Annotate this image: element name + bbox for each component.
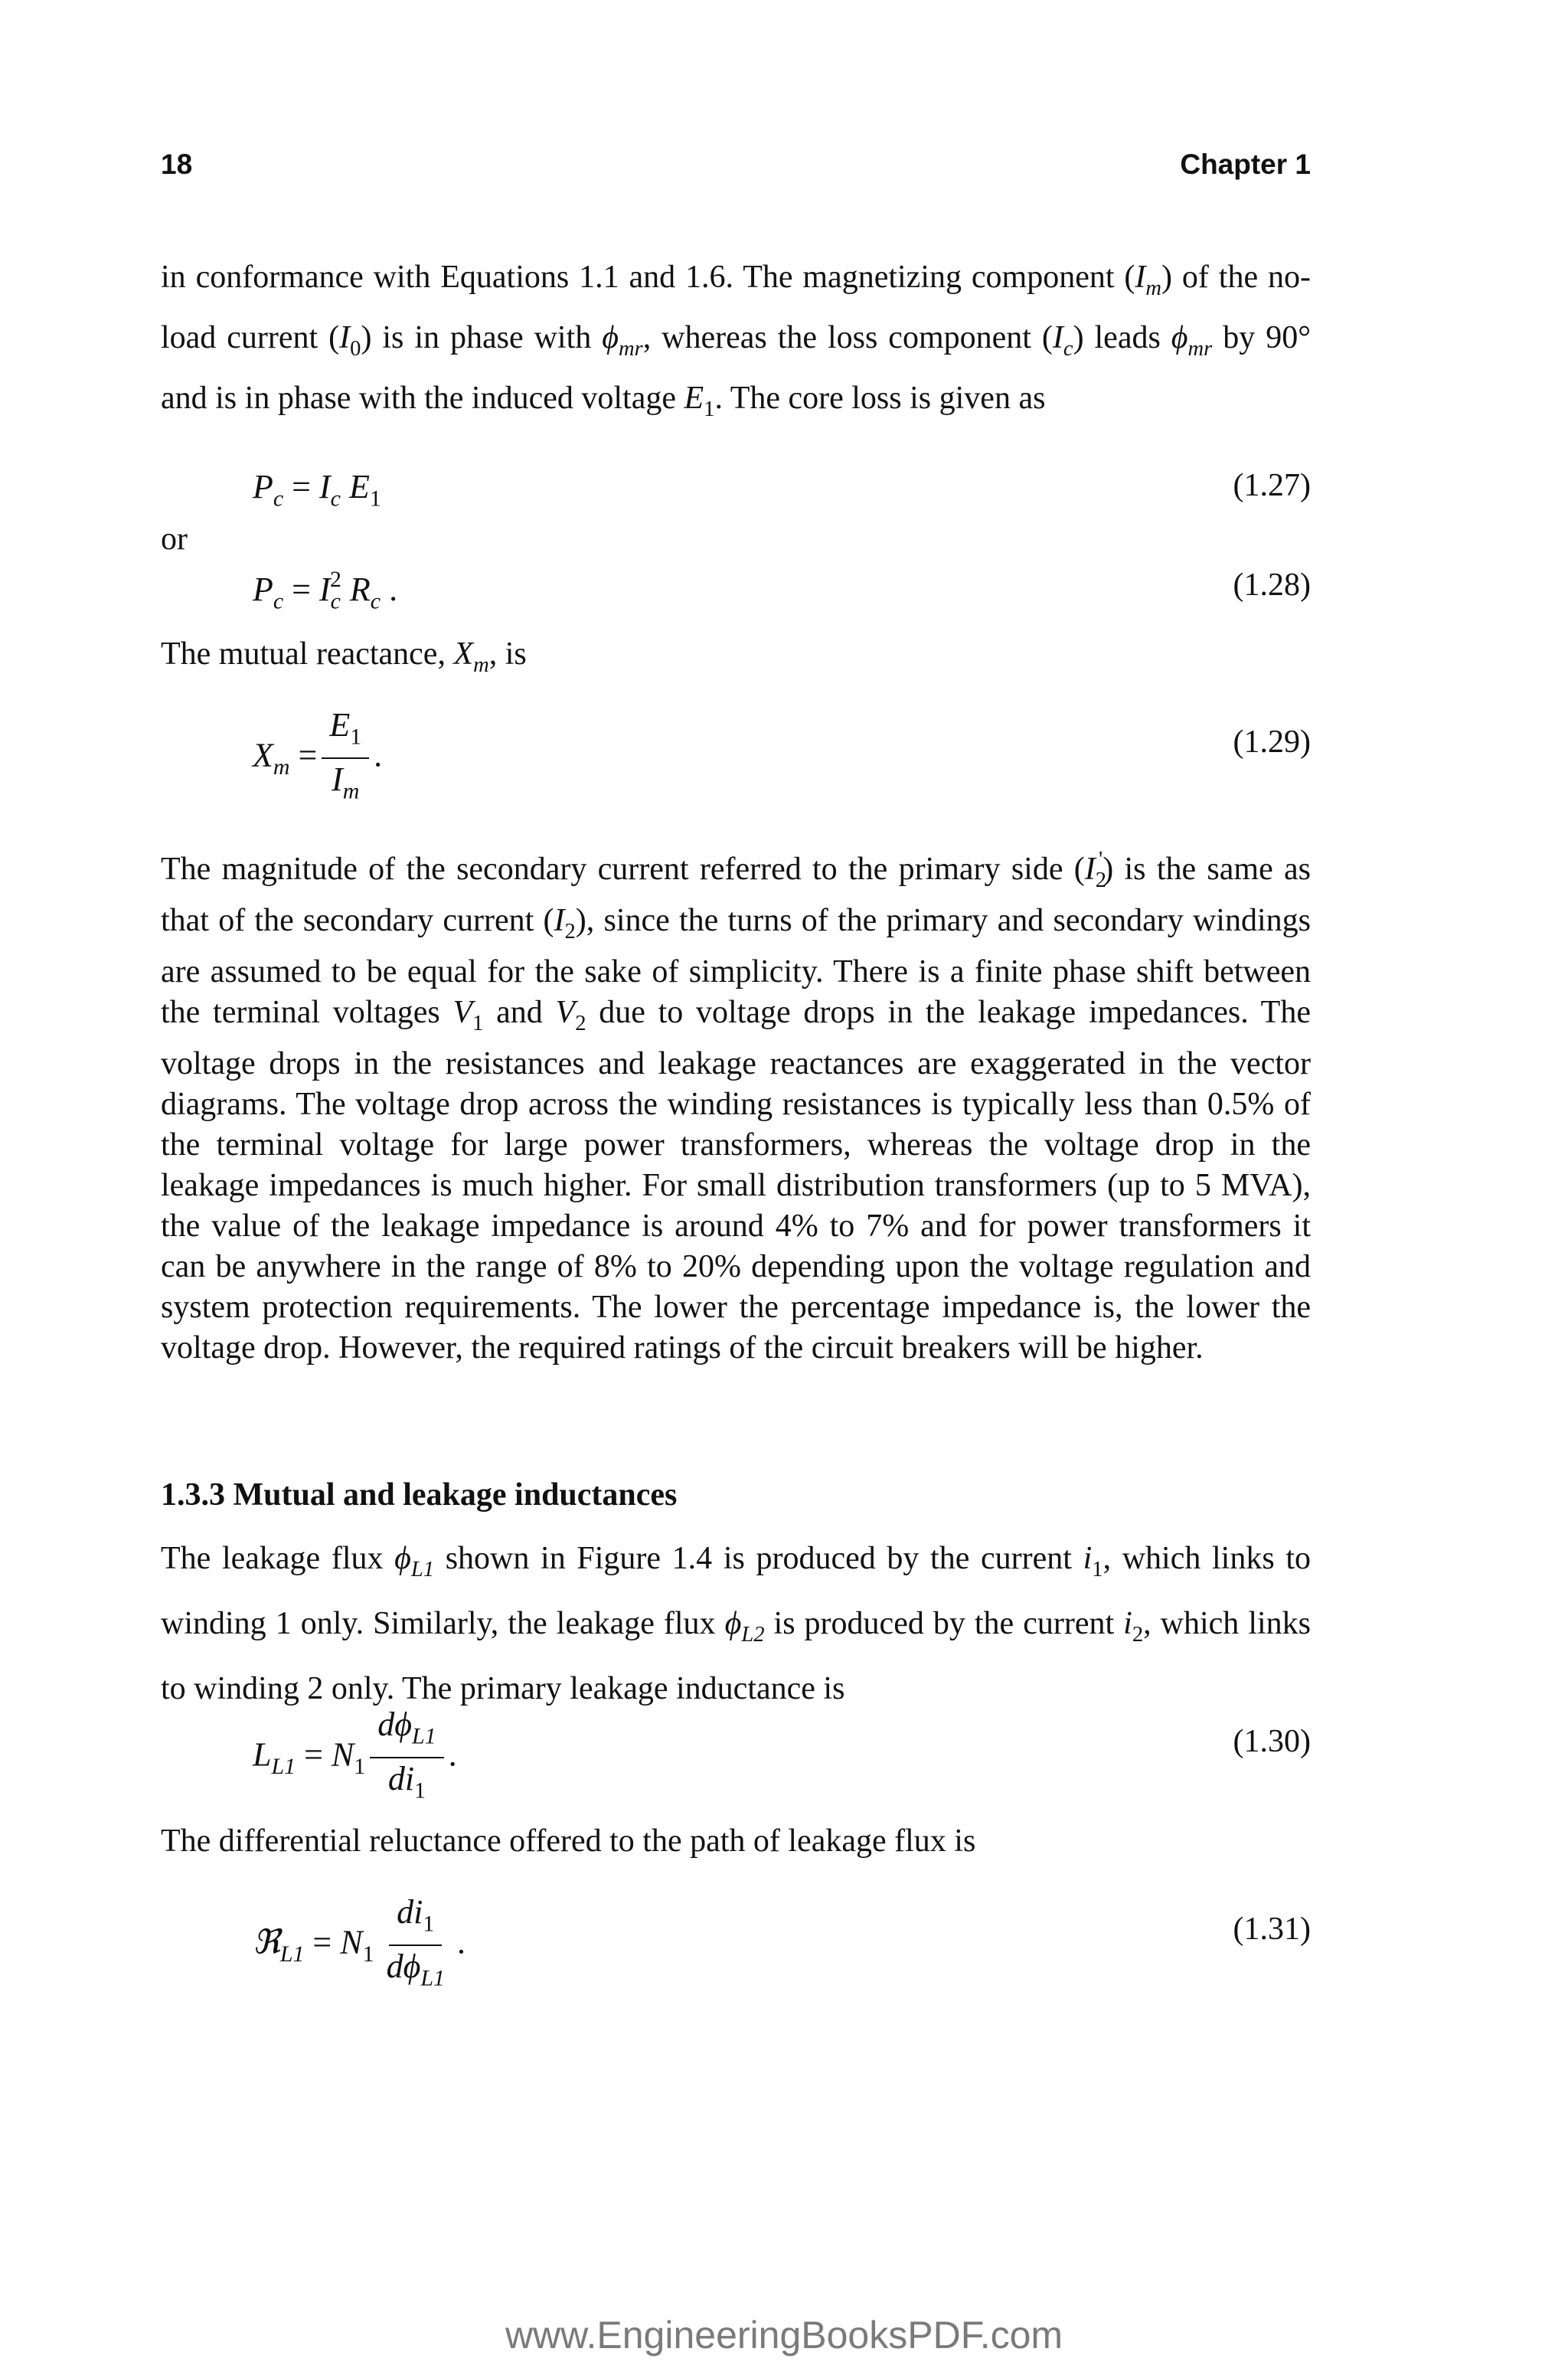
paragraph-core-loss: in conformance with Equations 1.1 and 1.6. The magnetizing component $(I_m)$ of the no-load current $(I_0)$ is in phase with $\phi_{mr}$, whereas the loss component $(I_c)$ leads $\phi_{mr}$ by 90° and is in phase with the induced voltage $E_1$. The core loss is given as [161, 260, 1311, 421]
page-number: 18 [161, 149, 193, 180]
equation-number-1-30: (1.30) [1233, 1724, 1311, 1759]
section-heading: 1.3.3 Mutual and leakage inductances [161, 1477, 678, 1513]
equation-number-1-31: (1.31) [1233, 1912, 1311, 1947]
equation-1-30: $L_{L1} = N_1$ $\frac{d\phi_{L1}}{di_1}$ . [253, 1706, 457, 1804]
chapter-label: Chapter 1 [1180, 149, 1311, 180]
paragraph-secondary-current: The magnitude of the secondary current referred to the primary side $(I_2')$ is the same as that of the secondary current $(I_2)$, since the turns of the primary and secondary windings are assumed to be equal for the sake of simplicity. There is a finite phase shift between the terminal voltages $V_1$ and $V_2$ due to voltage drops in the leakage impedances. The voltage drops in the resistances and leakage reactances are exaggerated in the vector diagrams. The voltage drop across the winding resistances is typically less than 0.5% of the terminal voltage for large power transformers, whereas the voltage drop in the leakage impedances is much higher. For small distribution transformers (up to 5 MVA), the value of the leakage impedance is around 4% to 7% and for power transformers it can be anywhere in the range of 8% to 20% depending upon the voltage regulation and system protection requirements. The lower the percentage impedance is, the lower the voltage drop. However, the required ratings of the circuit breakers will be higher. [161, 848, 1311, 1366]
equation-number-1-28: (1.28) [1233, 567, 1311, 603]
equation-number-1-29: (1.29) [1233, 724, 1311, 760]
mutual-reactance-intro: The mutual reactance, $X_m$, is [161, 636, 527, 677]
paragraph-leakage-flux: The leakage flux $\phi_{L1}$ shown in Figure 1.4 is produced by the current $i_1$, which links to winding 1 only. Similarly, the leakage flux $\phi_{L2}$ is produced by the current $i_2$, which links to winding 2 only. The primary leakage inductance is [161, 1541, 1312, 1706]
equation-1-31: ℜ$_{L1}$ = $N_1$ $\frac{di_1}{d\phi_{L1}}$ . [253, 1893, 466, 1991]
reluctance-intro: The differential reluctance offered to the path of leakage flux is [161, 1823, 976, 1859]
page-header [161, 149, 1311, 187]
equation-1-29: $X_m$ = $\frac{E_1}{I_m}$ . [253, 706, 383, 804]
or-text: or [161, 522, 188, 557]
equation-number-1-27: (1.27) [1233, 468, 1311, 503]
equation-1-28: $P_c = I_c^2$ $R_c$ . [253, 567, 398, 614]
watermark-footer: www.EngineeringBooksPDF.com [505, 2314, 1063, 2357]
equation-1-27: $P_c = I_c$ $E_1$ [253, 468, 381, 512]
